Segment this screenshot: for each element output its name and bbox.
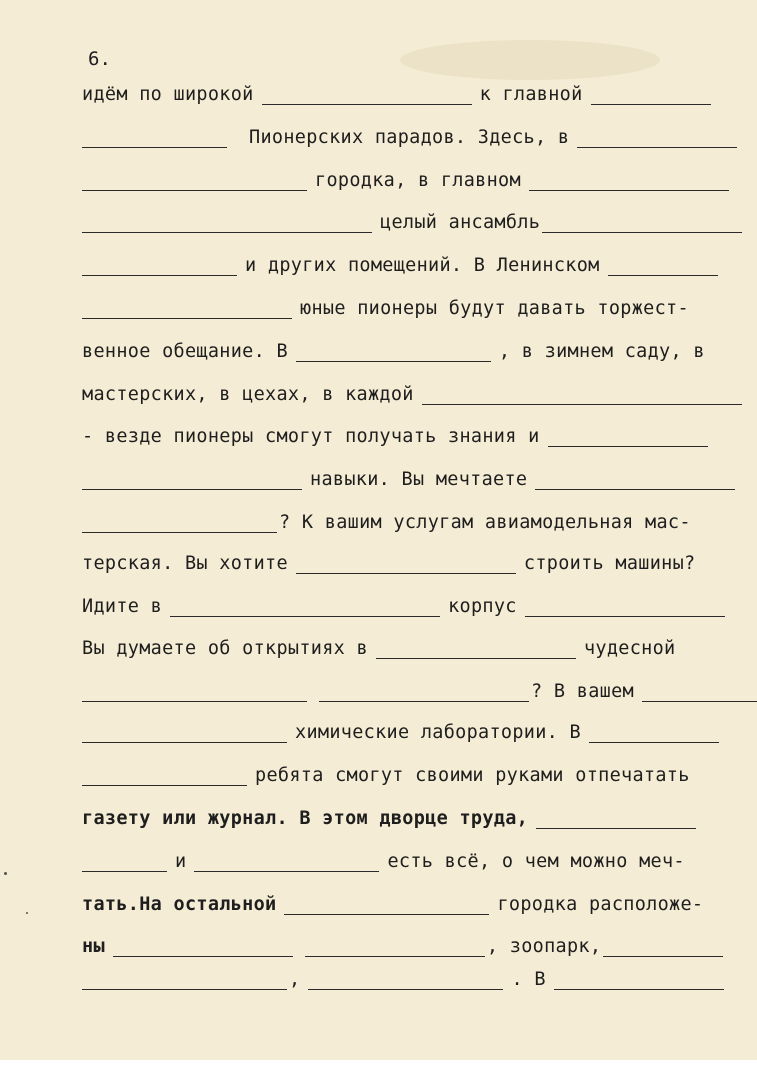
blank-field[interactable] <box>82 212 372 233</box>
blank-field[interactable] <box>82 127 227 148</box>
text-fragment: городка расположе- <box>497 894 704 915</box>
text-line <box>80 969 757 995</box>
blank-field[interactable] <box>82 722 287 743</box>
blank-field[interactable] <box>529 170 729 191</box>
text-line <box>80 469 757 495</box>
blank-field[interactable] <box>82 512 277 533</box>
text-fragment: , <box>289 969 301 990</box>
text-line <box>80 170 757 196</box>
text-line <box>80 553 757 579</box>
text-fragment: целый ансамбль <box>380 212 541 233</box>
text-fragment: Идите в <box>82 596 163 617</box>
paper-stain <box>400 40 660 80</box>
text-line <box>80 722 757 748</box>
text-line <box>80 681 757 707</box>
text-fragment: Вы думаете об открытиях в <box>82 638 368 659</box>
blank-field[interactable] <box>194 851 379 872</box>
blank-field[interactable] <box>284 894 489 915</box>
blank-field[interactable] <box>82 298 292 319</box>
text-fragment: и <box>175 851 187 872</box>
text-fragment: венное обещание. В <box>82 341 288 362</box>
blank-field[interactable] <box>82 969 287 990</box>
text-fragment: и других помещений. В Ленинском <box>245 255 600 276</box>
blank-field[interactable] <box>542 212 742 233</box>
text-fragment: . В <box>511 969 546 990</box>
blank-field[interactable] <box>536 808 696 829</box>
blank-field[interactable] <box>82 469 302 490</box>
text-line <box>80 84 757 110</box>
text-line <box>80 255 757 281</box>
text-fragment: газету или журнал. В этом дворце труда, <box>82 808 529 829</box>
text-line <box>80 127 757 153</box>
text-line <box>80 936 757 962</box>
text-fragment: строить машины? <box>523 553 696 574</box>
text-fragment: корпус <box>448 596 517 617</box>
page-number: 6. <box>88 48 111 70</box>
text-fragment: - везде пионеры смогут получать знания и <box>82 426 540 447</box>
text-line <box>80 384 757 410</box>
text-line <box>80 298 757 324</box>
text-fragment: химические лаборатории. В <box>295 722 581 743</box>
blank-field[interactable] <box>82 765 247 786</box>
text-fragment: ребята смогут своими руками отпечатать <box>255 765 690 786</box>
blank-field[interactable] <box>296 341 491 362</box>
blank-field[interactable] <box>422 384 742 405</box>
blank-field[interactable] <box>554 969 724 990</box>
blank-field[interactable] <box>82 255 237 276</box>
blank-field[interactable] <box>548 426 708 447</box>
text-line <box>80 426 757 452</box>
text-fragment: ? К вашим услугам авиамодельная мас- <box>279 512 691 533</box>
paper-speck <box>4 872 7 875</box>
text-fragment: к главной <box>479 84 583 105</box>
text-line <box>80 808 757 834</box>
text-line <box>80 894 757 920</box>
text-fragment: Пионерских парадов. Здесь, в <box>249 127 570 148</box>
text-line <box>80 638 757 664</box>
blank-field[interactable] <box>82 681 307 702</box>
text-fragment: , в зимнем саду, в <box>498 341 705 362</box>
blank-field[interactable] <box>577 127 737 148</box>
blank-field[interactable] <box>113 936 293 957</box>
text-line <box>80 765 757 791</box>
paper-speck <box>26 912 28 914</box>
blank-field[interactable] <box>603 936 723 957</box>
blank-field[interactable] <box>82 851 167 872</box>
blank-field[interactable] <box>308 969 503 990</box>
blank-field[interactable] <box>591 84 711 105</box>
text-line <box>80 851 757 877</box>
blank-field[interactable] <box>608 255 718 276</box>
text-line <box>80 596 757 622</box>
text-line <box>80 212 757 238</box>
blank-field[interactable] <box>170 596 440 617</box>
text-fragment: городка, в главном <box>315 170 521 191</box>
text-fragment: юные пионеры будут давать торжест- <box>300 298 689 319</box>
text-fragment: тать.На остальной <box>82 894 277 915</box>
blank-field[interactable] <box>82 170 307 191</box>
blank-field[interactable] <box>525 596 725 617</box>
blank-field[interactable] <box>535 469 735 490</box>
text-fragment: терская. Вы хотите <box>82 553 288 574</box>
blank-field[interactable] <box>305 936 485 957</box>
blank-field[interactable] <box>589 722 719 743</box>
blank-field[interactable] <box>262 84 472 105</box>
text-line <box>80 341 757 367</box>
blank-field[interactable] <box>296 553 516 574</box>
blank-field[interactable] <box>319 681 529 702</box>
blank-field[interactable] <box>376 638 576 659</box>
text-fragment: , зоопарк, <box>486 936 602 957</box>
text-fragment: навыки. Вы мечтаете <box>310 469 528 490</box>
text-fragment: мастерских, в цехах, в каждой <box>82 384 414 405</box>
text-fragment: чудесной <box>583 638 676 659</box>
text-line <box>80 512 757 538</box>
blank-field[interactable] <box>642 681 757 702</box>
text-fragment: ны <box>82 936 105 957</box>
text-fragment: идём по широкой <box>82 84 254 105</box>
text-fragment: есть всё, о чем можно меч- <box>387 851 685 872</box>
text-fragment: ? В вашем <box>531 681 634 702</box>
